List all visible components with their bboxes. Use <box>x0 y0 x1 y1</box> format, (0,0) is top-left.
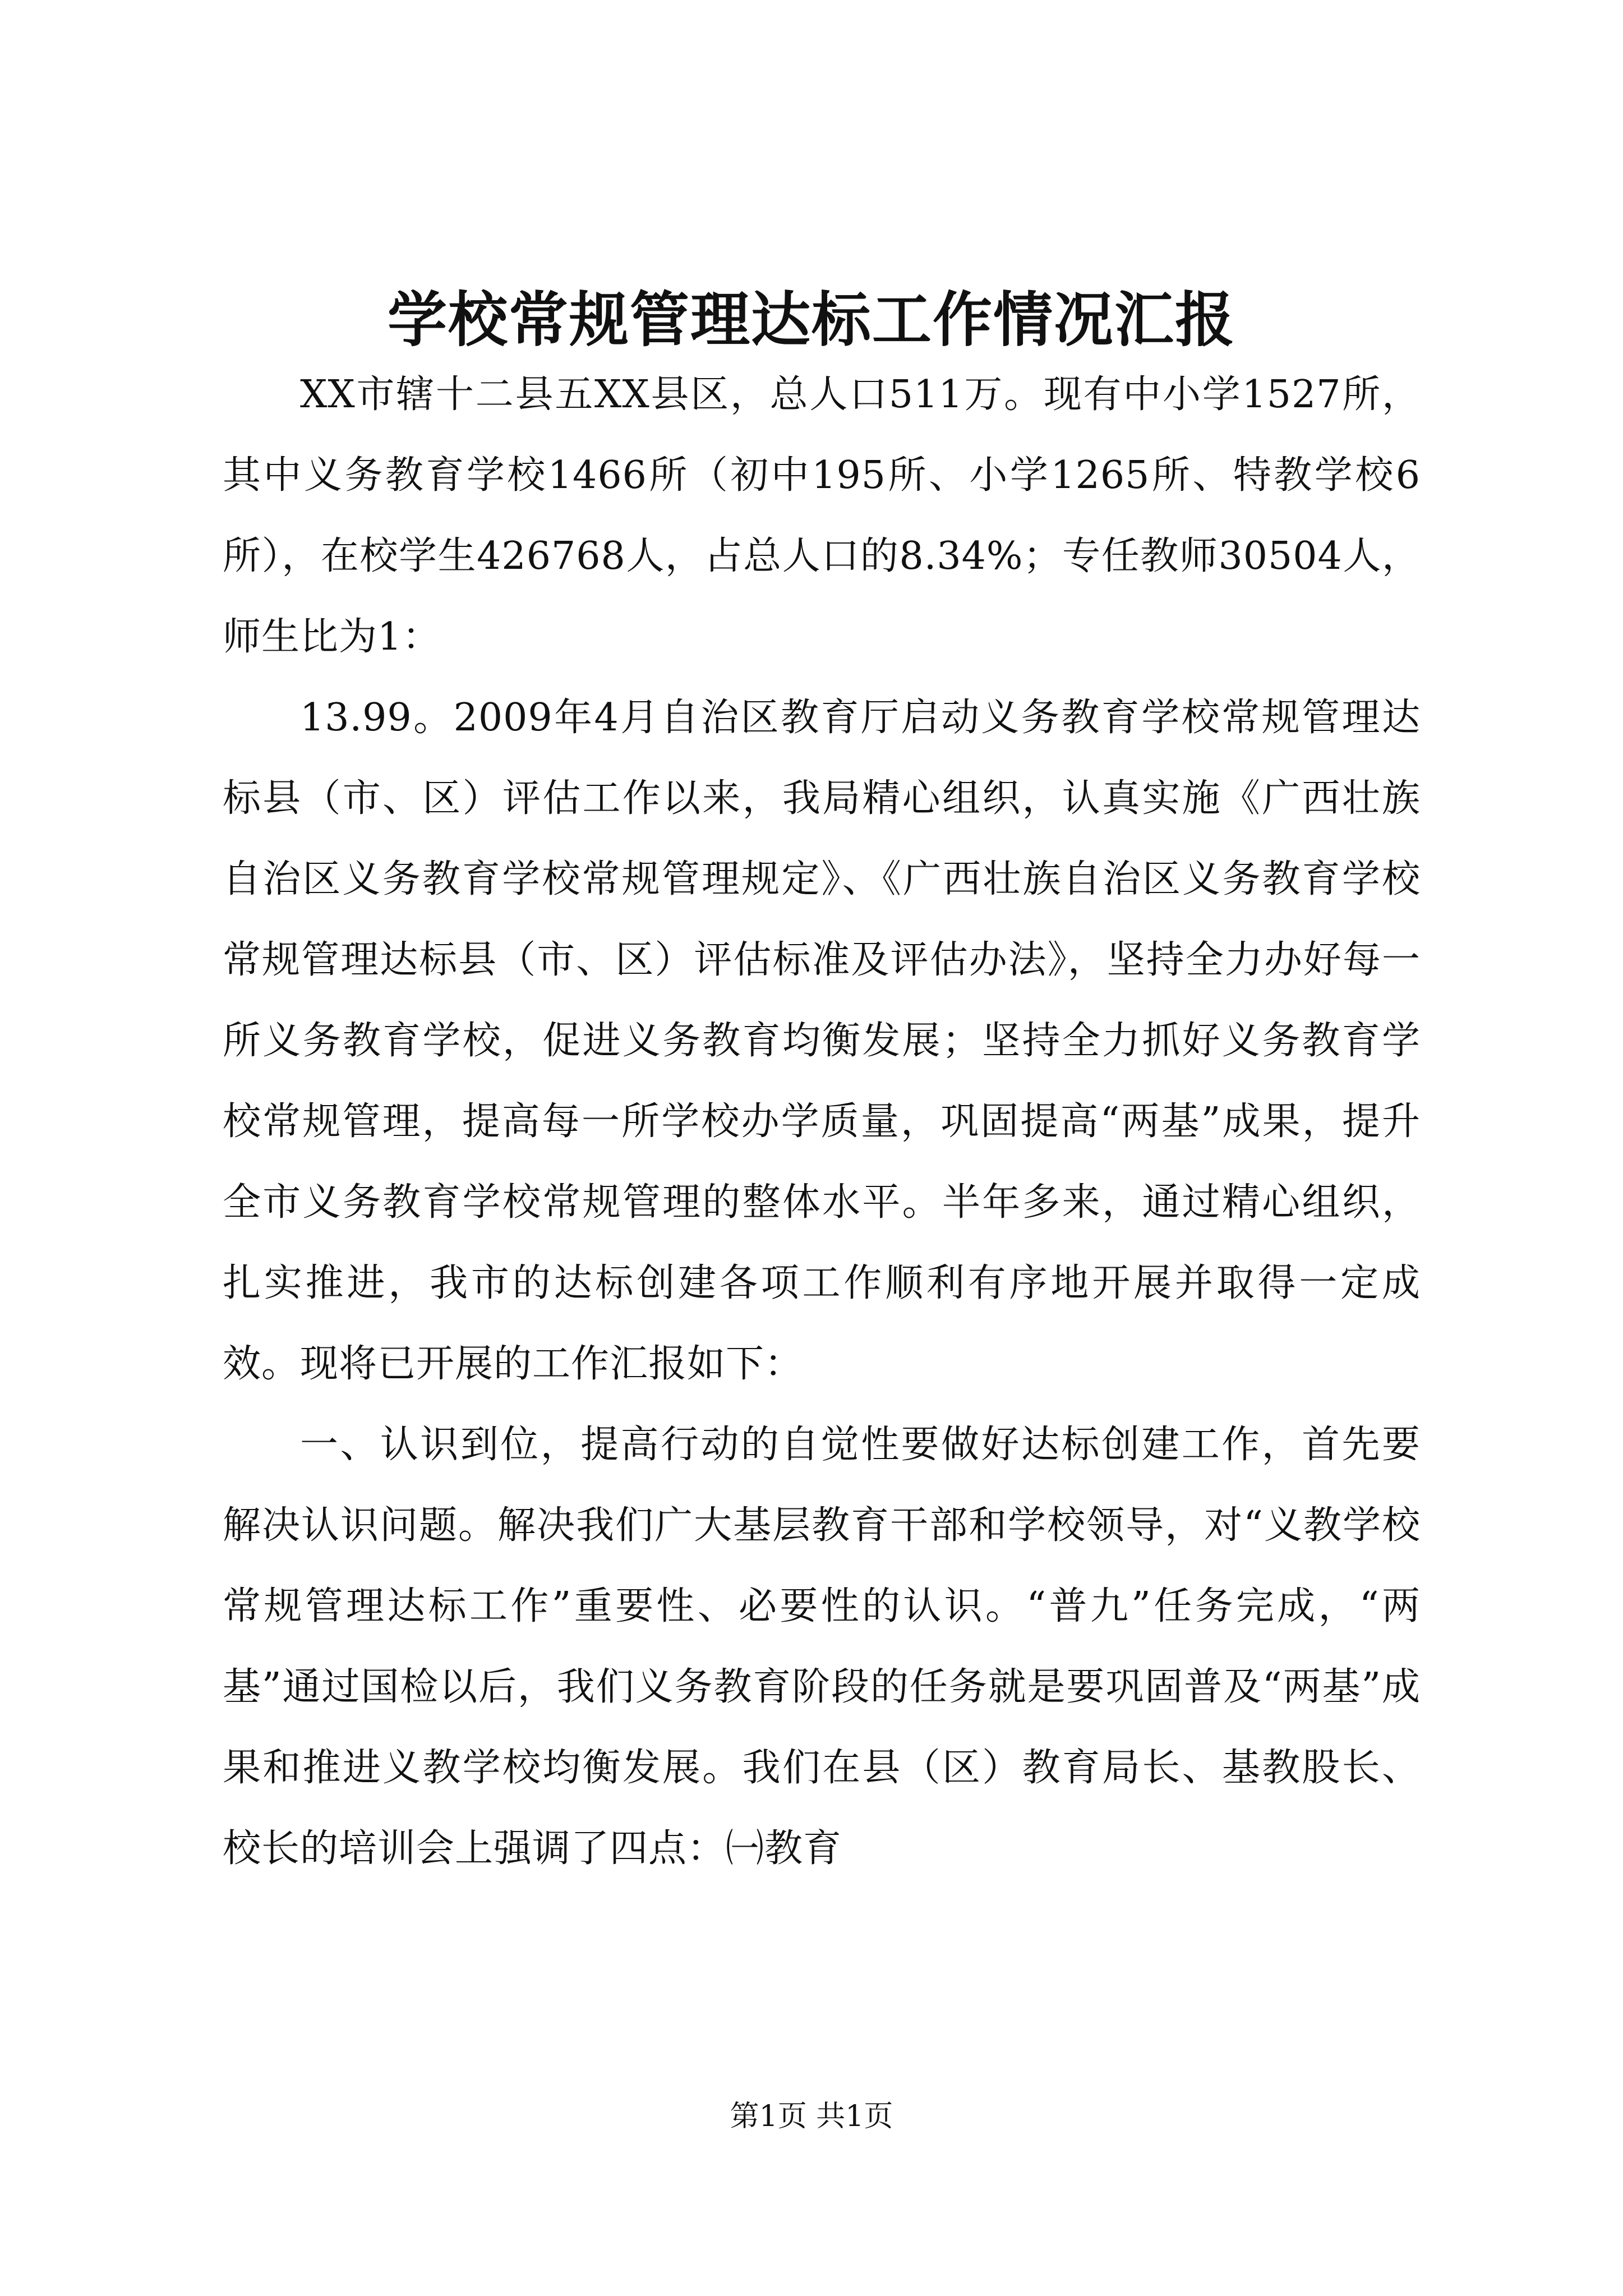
page-number-footer: 第1页 共1页 <box>730 2100 893 2133</box>
document-body <box>223 355 1421 1889</box>
paragraph-1: XX市辖十二县五XX县区，总人口511万。现有中小学1527所，其中义务教育学校1466所（初中195所、小学1265所、特教学校6所），在校学生426768人，占总人口的8.34%；专任教师30504人，师生比为1： <box>223 372 1421 659</box>
document-title: 学校常规管理达标工作情况汇报 <box>388 284 1235 355</box>
paragraph-2: 13.99。2009年4月自治区教育厅启动义务教育学校常规管理达标县（市、区）评估工作以来，我局精心组织，认真实施《广西壮族自治区义务教育学校常规管理规定》、《广西壮族自治区义务教育学校常规管理达标县（市、区）评估标准及评估办法》，坚持全力办好每一所义务教育学校，促进义务教育均衡发展；坚持全力抓好义务教育学校常规管理，提高每一所学校办学质量，巩固提高“两基”成果，提升全市义务教育学校常规管理的整体水平。半年多来，通过精心组织，扎实推进，我市的达标创建各项工作顺利有序地开展并取得一定成效。现将已开展的工作汇报如下： <box>223 696 1421 1386</box>
paragraph-3: 一、认识到位，提高行动的自觉性要做好达标创建工作，首先要解决认识问题。解决我们广大基层教育干部和学校领导，对“义教学校常规管理达标工作”重要性、必要性的认识。“普九”任务完成，“两基”通过国检以后，我们义务教育阶段的任务就是要巩固普及“两基”成果和推进义教学校均衡发展。我们在县（区）教育局长、基教股长、校长的培训会上强调了四点：㈠教育 <box>223 1423 1421 1871</box>
